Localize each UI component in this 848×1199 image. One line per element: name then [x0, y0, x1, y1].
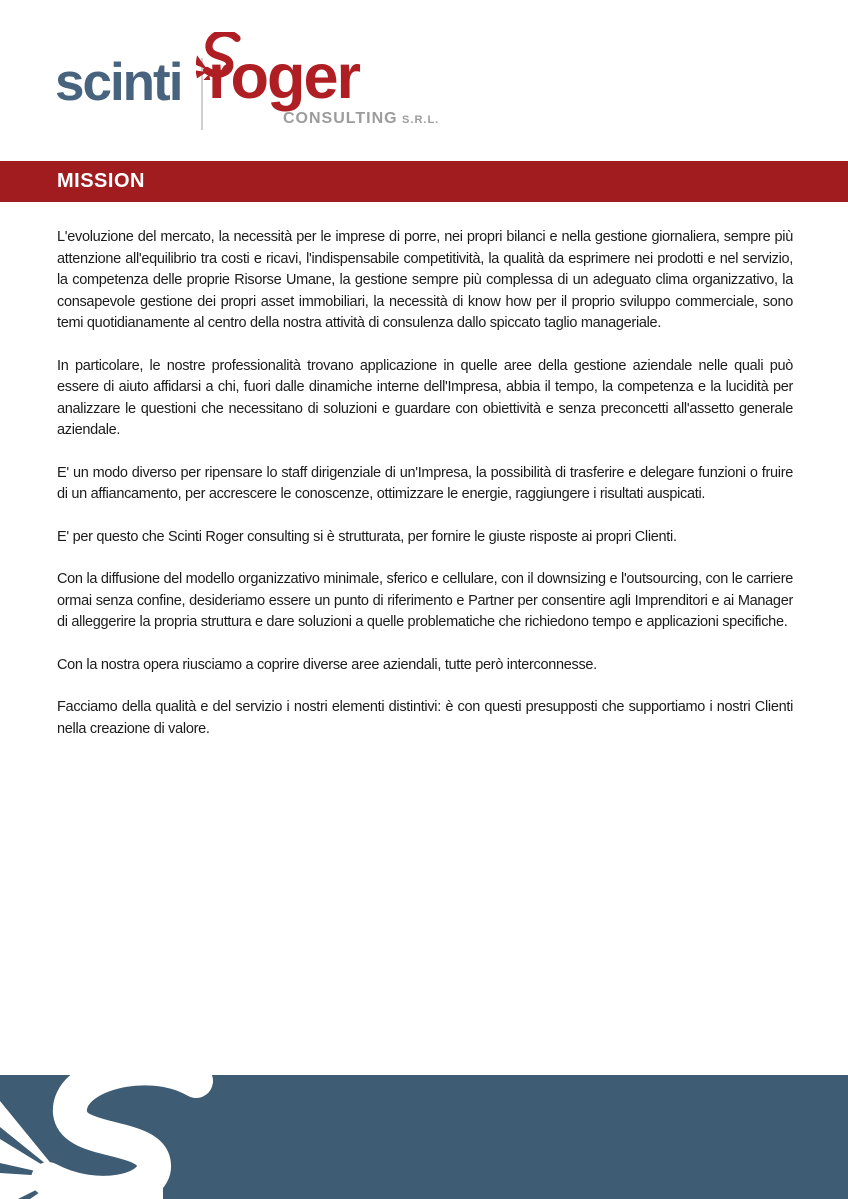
logo-subtitle [283, 110, 439, 128]
mission-paragraph: Facciamo della qualità e del servizio i nostri elementi distintivi: è con questi presupposti che supportiamo i nostri Clienti nella creazione di valore. [57, 699, 793, 737]
mission-paragraph: E' un modo diverso per ripensare lo staff dirigenziale di un'Impresa, la possibilità di trasferire e delegare funzioni o fruire di un affiancamento, per accrescere le conoscenze, ottimizzare le energie, raggiungere i risultati auspicati. [57, 464, 793, 502]
mission-paragraph: L'evoluzione del mercato, la necessità per le imprese di porre, nei propri bilanci e nella gestione giornaliera, sempre più attenzione all'equilibrio tra costi e ricavi, l'indispensabile competitività, la qualità da esprimere nei prodotti e nel servizio, la competenza delle proprie Risorse Umane, la gestione sempre più complessa di un adeguato clima organizzativo, la consapevole gestione dei propri asset immobiliari, la necessità di know how per il proprio sviluppo commerciale, sono temi quotidianamente al centro della nostra attività di consulenza dallo spiccato taglio manageriale. [57, 229, 793, 331]
mission-paragraph: E' per questo che Scinti Roger consulting si è strutturata, per fornire le giuste risposte ai propri Clienti. [57, 528, 677, 545]
mission-paragraph: Con la nostra opera riusciamo a coprire diverse aree aziendali, tutte però interconnesse. [57, 656, 597, 673]
s-swoosh-icon [0, 1075, 230, 1199]
logo-word-scinti: scinti [55, 53, 182, 112]
footer-band [0, 1075, 848, 1199]
logo-word-roger: roger [208, 42, 360, 112]
mission-text-block [57, 227, 793, 761]
mission-banner [0, 161, 848, 202]
logo-subtitle-srl: S.R.L. [402, 114, 440, 126]
mission-paragraph: In particolare, le nostre professionalità trovano applicazione in quelle aree della gestione aziendale nelle quali può essere di aiuto affidarsi a chi, fuori dalle dinamiche interne dell'Impresa, abbia il tempo, la competenza e la lucidità per analizzare le questioni che necessitano di soluzioni e guardare con obiettività e senza preconcetti all'assetto generale aziendale. [57, 357, 793, 438]
mission-paragraph: Con la diffusione del modello organizzativo minimale, sferico e cellulare, con il downsizing e l'outsourcing, con le carriere ormai senza confine, desideriamo essere un punto di riferimento e Partner per consentire agli Imprenditori e ai Manager di alleggerire la propria struttura e dare soluzioni a quelle problematiche che richiedono tempo e applicazioni specifiche. [57, 571, 793, 630]
company-logo [55, 30, 475, 138]
logo-subtitle-consulting: CONSULTING [283, 110, 398, 127]
mission-title: MISSION [57, 170, 145, 192]
